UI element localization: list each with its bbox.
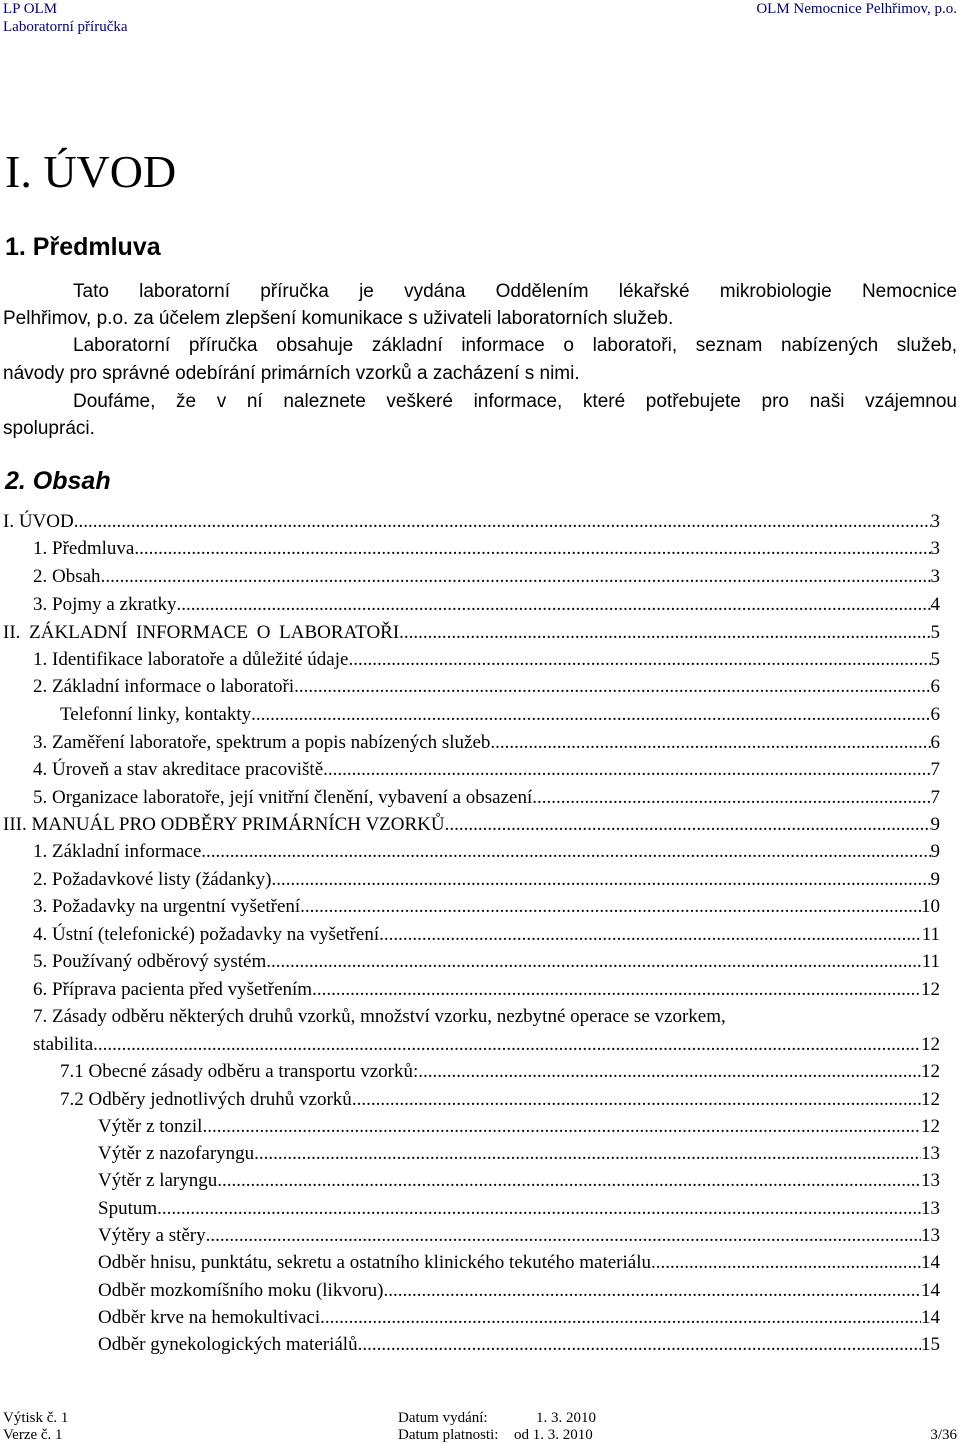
footer-copy: Výtisk č. 1 [3,1410,69,1426]
intro-p1-line1: Tato laboratorní příručka je vydána Oddělením lékařské mikrobiologie Nemocnice [73,281,957,302]
intro-p3-line2: spolupráci. [3,418,95,439]
toc-entry[interactable]: I. ÚVOD ..... 3 [3,508,940,535]
toc-entry[interactable]: 1. Identifikace laboratoře a důležité údaje ..... 5 [33,646,940,673]
header-org: LP OLM [3,1,58,17]
intro-p3-line1: Doufáme, že v ní naleznete veškeré informace, které potřebujete pro naši vzájemnou [73,391,957,412]
toc-entry[interactable]: 6. Příprava pacienta před vyšetřením ..... 12 [33,976,940,1003]
footer-valid-date: od 1. 3. 2010 [514,1427,593,1443]
intro-p2-line2: návody pro správné odebírání primárních vzorků a zacházení s nimi. [3,363,580,384]
header-doc-name: Laboratorní příručka [3,19,128,35]
toc-entry[interactable]: 3. Pojmy a zkratky ..... 4 [33,591,940,618]
toc-entry[interactable]: 5. Organizace laboratoře, její vnitřní členění, vybavení a obsazení ..... 7 [33,784,940,811]
toc-entry[interactable]: 1. Základní informace ..... 9 [33,838,940,865]
chapter-title: I. ÚVOD [5,146,177,197]
toc-entry[interactable]: 4. Úroveň a stav akreditace pracoviště ..... 7 [33,756,940,783]
toc-entry[interactable]: 5. Používaný odběrový systém ..... 11 [33,948,940,975]
toc-entry[interactable]: Sputum ..... 13 [98,1195,940,1222]
toc-entry[interactable]: Výtěr z nazofaryngu ..... 13 [98,1140,940,1167]
toc-entry[interactable]: 1. Předmluva ..... 3 [33,535,940,562]
toc-entry[interactable]: Výtěr z laryngu ..... 13 [98,1167,940,1194]
toc-entry[interactable]: Odběr mozkomíšního moku (likvoru) ..... 14 [98,1277,940,1304]
section-title-obsah: 2. Obsah [5,467,111,495]
toc-entry[interactable]: 2. Základní informace o laboratoři ..... 6 [33,673,940,700]
toc-entry[interactable]: Telefonní linky, kontakty ..... 6 [60,701,940,728]
toc-entry[interactable]: 4. Ústní (telefonické) požadavky na vyšetření ..... 11 [33,921,940,948]
toc-entry[interactable]: Výtěry a stěry ..... 13 [98,1222,940,1249]
toc-entry[interactable]: stabilita ..... 12 [33,1031,940,1058]
toc-entry[interactable]: Odběr hnisu, punktátu, sekretu a ostatního klinického tekutého materiálu ..... 14 [98,1249,940,1276]
intro-p1-line2: Pelhřimov, p.o. za účelem zlepšení komunikace s uživateli laboratorních služeb. [3,308,674,329]
section-title-predmluva: 1. Předmluva [5,233,161,261]
toc-entry[interactable]: III. MANUÁL PRO ODBĚRY PRIMÁRNÍCH VZORKŮ ..... 9 [3,811,940,838]
toc-entry-wrapped[interactable]: 7. Zásady odběru některých druhů vzorků, množství vzorku, nezbytné operace se vzorkem, [33,1006,726,1027]
page-number: 3/36 [930,1427,957,1443]
header-right: OLM Nemocnice Pelhřimov, p.o. [756,1,957,17]
toc-entry[interactable]: Odběr gynekologických materiálů ..... 15 [98,1331,940,1358]
toc-entry[interactable]: 2. Požadavkové listy (žádanky) ..... 9 [33,866,940,893]
toc-entry[interactable]: Odběr krve na hemokultivaci ..... 14 [98,1304,940,1331]
footer-version: Verze č. 1 [3,1427,63,1443]
toc-entry[interactable]: 7.1 Obecné zásady odběru a transportu vzorků: ..... 12 [60,1058,940,1085]
toc-entry[interactable]: 3. Požadavky na urgentní vyšetření ..... 10 [33,893,940,920]
intro-p2-line1: Laboratorní příručka obsahuje základní informace o laboratoři, seznam nabízených služeb, [73,335,957,356]
toc-entry[interactable]: Výtěr z tonzil ..... 12 [98,1113,940,1140]
footer-issue-date: 1. 3. 2010 [536,1410,596,1426]
toc-entry[interactable]: 7.2 Odběry jednotlivých druhů vzorků ..... 12 [60,1086,940,1113]
toc-entry[interactable]: 3. Zaměření laboratoře, spektrum a popis nabízených služeb ..... 6 [33,729,940,756]
toc-entry[interactable]: II. ZÁKLADNÍ INFORMACE O LABORATOŘI ..... 5 [3,619,940,646]
footer-issue-label: Datum vydání: [398,1410,488,1426]
toc-entry[interactable]: 2. Obsah ..... 3 [33,563,940,590]
footer-valid-label: Datum platnosti: [398,1427,499,1443]
